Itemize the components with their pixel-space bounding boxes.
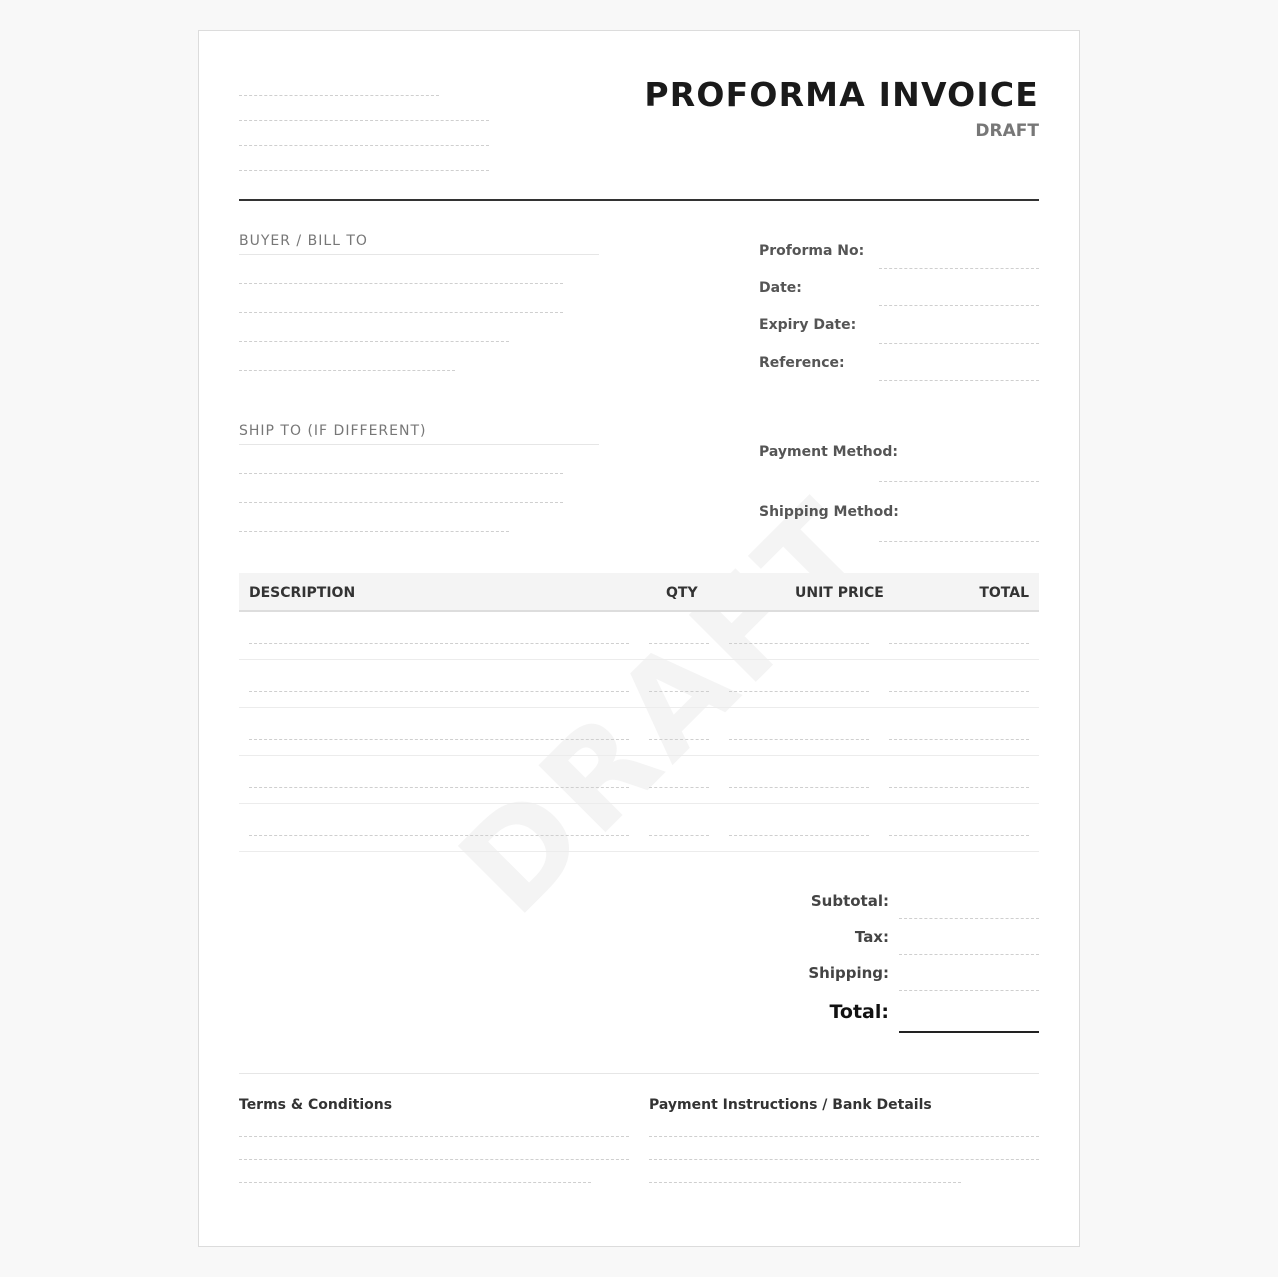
grand-total-label: Total: [829,1001,889,1023]
row-divider [239,659,1039,660]
row-divider [239,707,1039,708]
unit-price-cell[interactable] [729,691,869,692]
terms-line[interactable] [239,1182,591,1183]
proforma-no-label: Proforma No: [759,243,865,259]
description-cell[interactable] [249,835,629,836]
company-line[interactable] [239,120,489,121]
total-cell[interactable] [889,787,1029,788]
payment-instructions-line[interactable] [649,1136,1039,1137]
row-divider [239,755,1039,756]
company-line[interactable] [239,145,489,146]
description-cell[interactable] [249,787,629,788]
total-cell[interactable] [889,739,1029,740]
unit-price-cell[interactable] [729,787,869,788]
qty-cell[interactable] [649,787,709,788]
qty-cell[interactable] [649,835,709,836]
total-cell[interactable] [889,835,1029,836]
document-title: PROFORMA INVOICE [644,75,1039,114]
ship-to-section-rule [239,444,599,445]
header-divider [239,199,1039,201]
buyer-line[interactable] [239,370,455,371]
buyer-section-rule [239,254,599,255]
status-label: DRAFT [975,121,1039,141]
column-unit-price: UNIT PRICE [795,585,884,601]
qty-cell[interactable] [649,739,709,740]
subtotal-label: Subtotal: [810,892,889,910]
items-table-header [239,573,1039,612]
column-description: DESCRIPTION [249,585,356,601]
buyer-line[interactable] [239,283,563,284]
date-label: Date: [759,280,802,296]
payment-instructions-line[interactable] [649,1159,1039,1160]
buyer-line[interactable] [239,312,563,313]
shipping-method-label: Shipping Method: [759,504,899,520]
buyer-line[interactable] [239,341,509,342]
qty-cell[interactable] [649,691,709,692]
payment-method-label: Payment Method: [759,444,898,460]
company-line[interactable] [239,95,439,96]
tax-field[interactable] [899,954,1039,955]
date-field[interactable] [879,305,1039,306]
unit-price-cell[interactable] [729,835,869,836]
unit-price-cell[interactable] [729,739,869,740]
expiry-date-label: Expiry Date: [759,317,857,333]
terms-heading: Terms & Conditions [239,1097,393,1113]
qty-cell[interactable] [649,643,709,644]
tax-label: Tax: [854,928,889,946]
description-cell[interactable] [249,643,629,644]
ship-to-line[interactable] [239,473,563,474]
expiry-date-field[interactable] [879,343,1039,344]
total-cell[interactable] [889,643,1029,644]
company-line[interactable] [239,170,489,171]
reference-field[interactable] [879,380,1039,381]
column-total: TOTAL [979,585,1029,601]
invoice-page [198,30,1080,1247]
total-cell[interactable] [889,691,1029,692]
footer-divider [239,1073,1039,1074]
description-cell[interactable] [249,691,629,692]
shipping-method-field[interactable] [879,541,1039,542]
subtotal-field[interactable] [899,918,1039,919]
terms-line[interactable] [239,1159,629,1160]
description-cell[interactable] [249,739,629,740]
unit-price-cell[interactable] [729,643,869,644]
terms-line[interactable] [239,1136,629,1137]
reference-label: Reference: [759,355,845,371]
buyer-section-label: BUYER / BILL TO [239,233,368,249]
payment-instructions-heading: Payment Instructions / Bank Details [649,1097,932,1113]
shipping-label: Shipping: [808,964,889,982]
column-qty: QTY [666,585,698,601]
proforma-no-field[interactable] [879,268,1039,269]
ship-to-section-label: SHIP TO (IF DIFFERENT) [239,423,427,439]
payment-instructions-line[interactable] [649,1182,961,1183]
row-divider [239,851,1039,852]
payment-method-field[interactable] [879,481,1039,482]
ship-to-line[interactable] [239,502,563,503]
shipping-field[interactable] [899,990,1039,991]
grand-total-field[interactable] [899,1031,1039,1033]
ship-to-line[interactable] [239,531,509,532]
row-divider [239,803,1039,804]
